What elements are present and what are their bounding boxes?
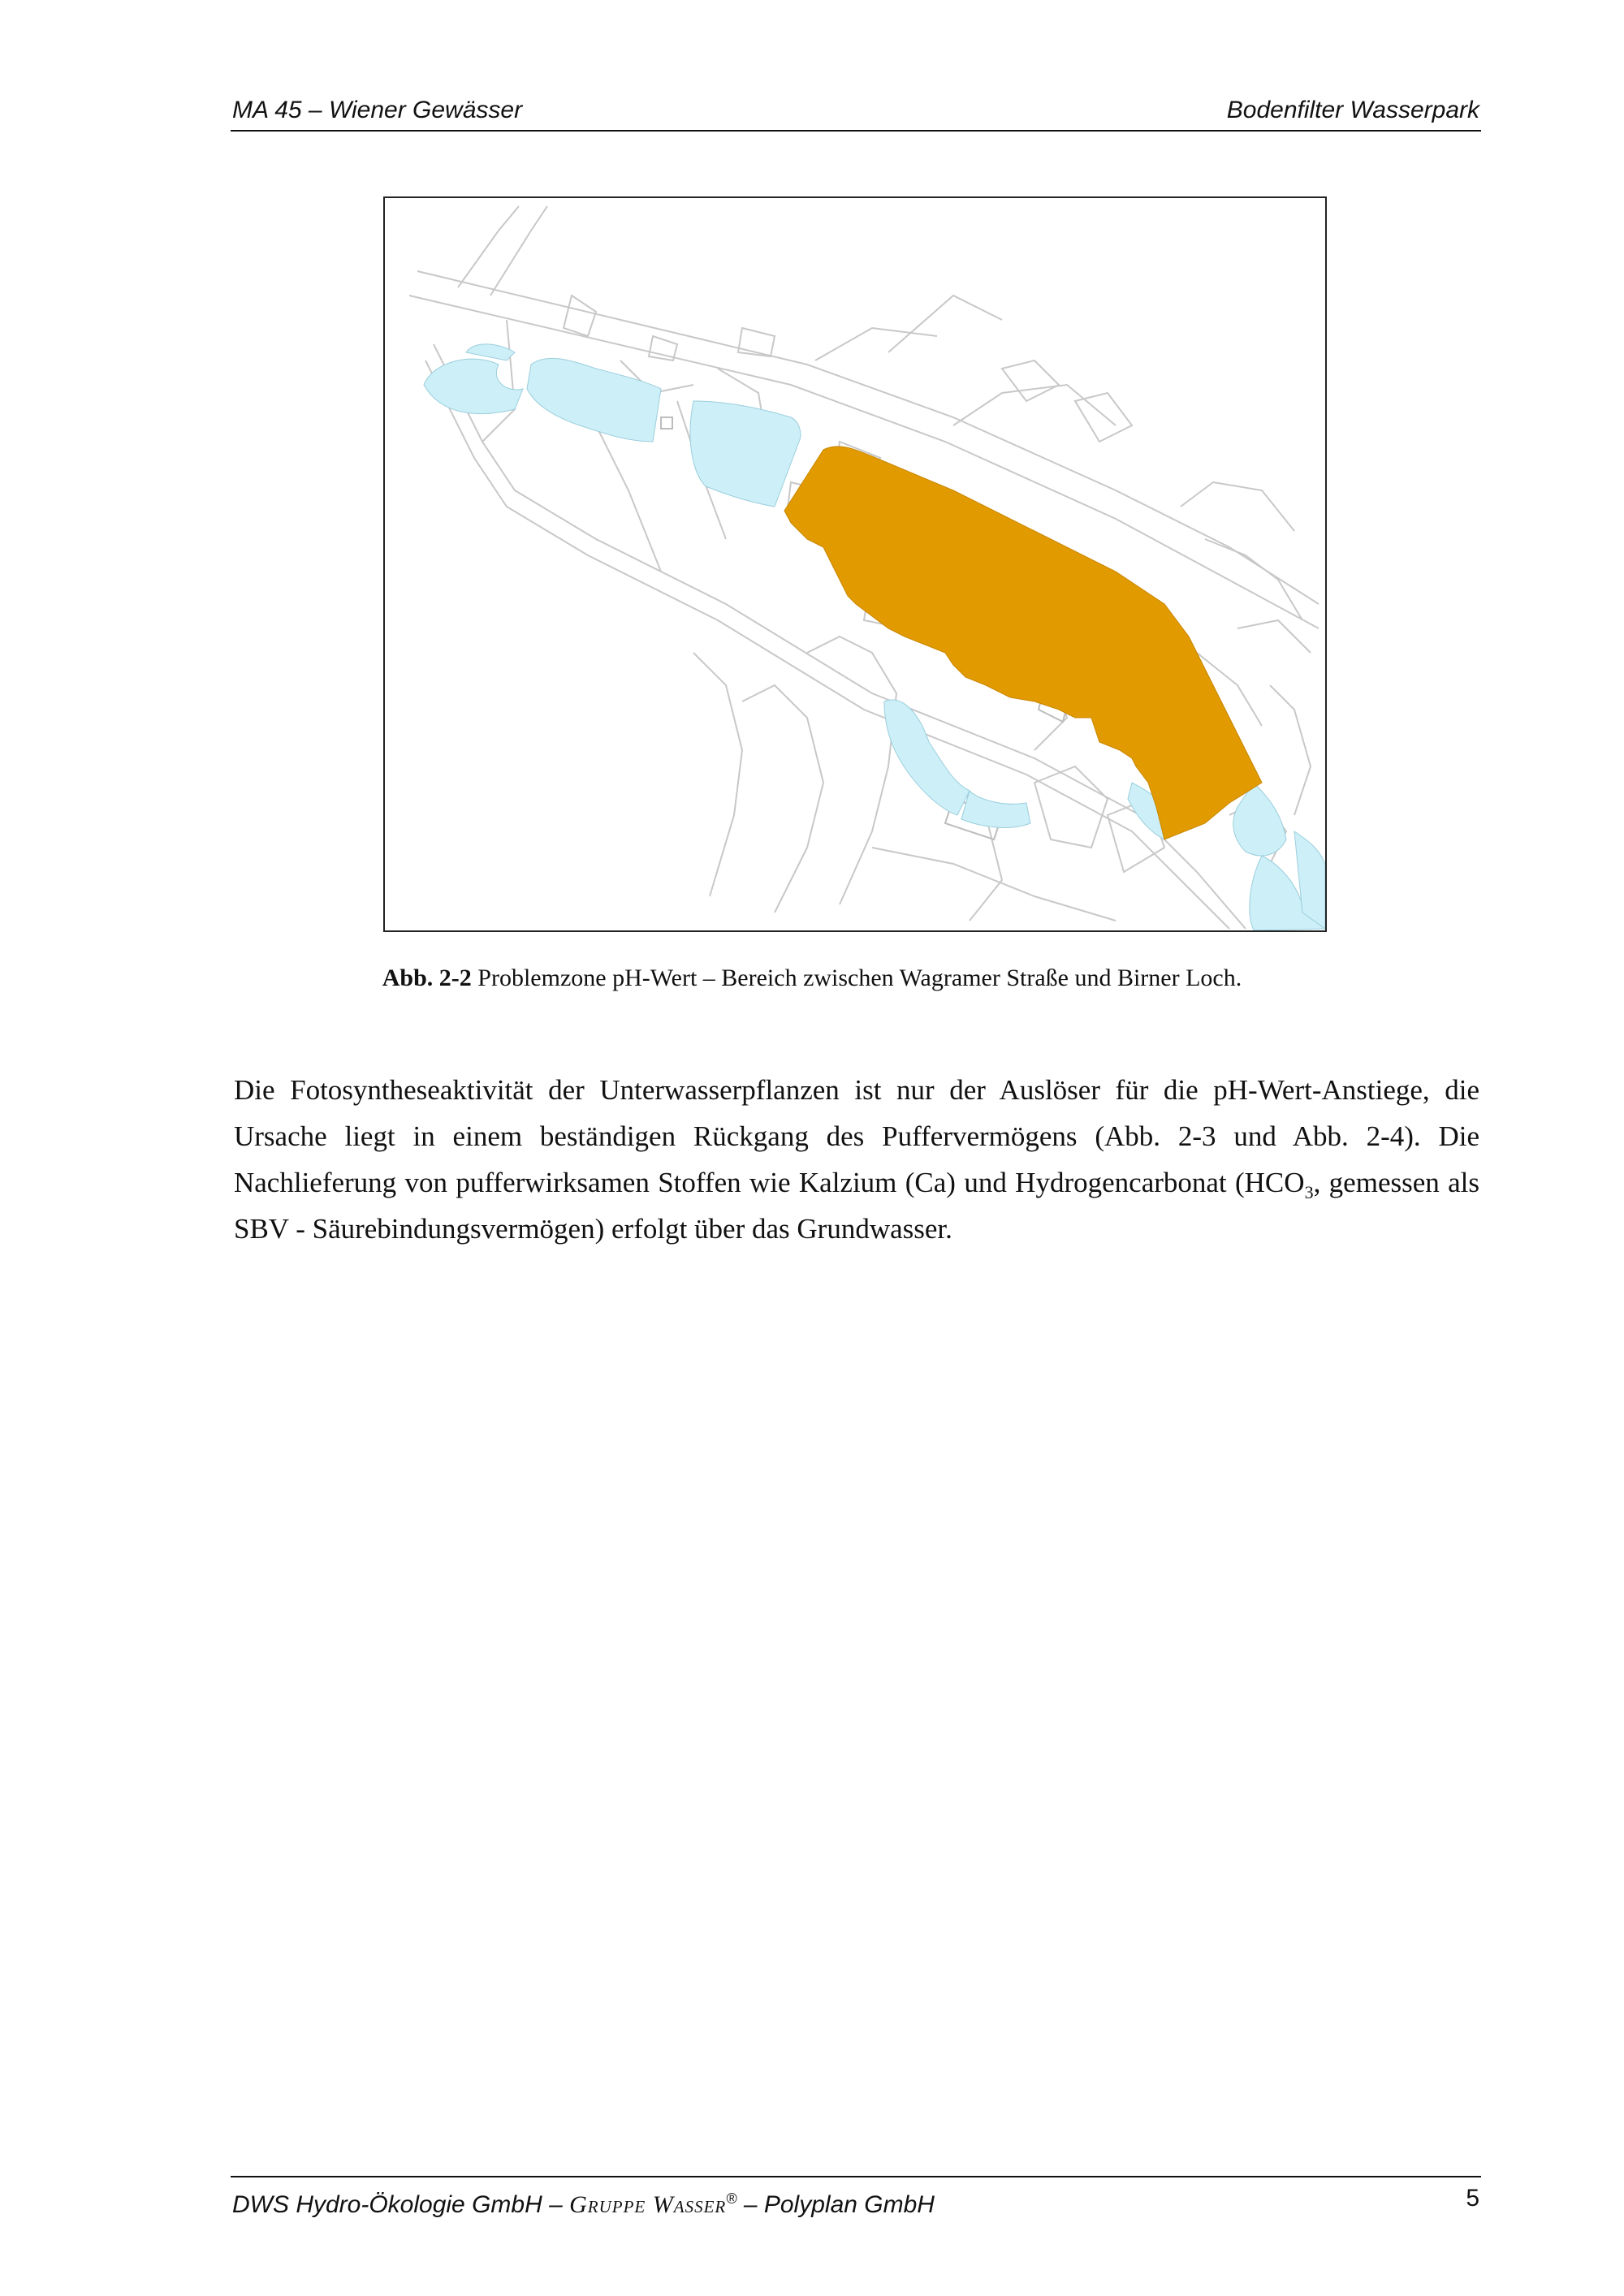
- figure-label: Abb. 2-2: [382, 965, 472, 991]
- footer-group: Gruppe Wasser: [569, 2191, 727, 2218]
- body-paragraph: [234, 1067, 1479, 1252]
- header-left: MA 45 – Wiener Gewässer: [232, 97, 523, 123]
- footer-prefix: DWS Hydro-Ökologie GmbH –: [232, 2191, 570, 2218]
- paragraph-subscript: 3: [1304, 1182, 1314, 1202]
- header-right: Bodenfilter Wasserpark: [1226, 97, 1479, 123]
- figure-caption-text: Problemzone pH-Wert – Bereich zwischen Wagramer Straße und Birner Loch.: [471, 965, 1242, 991]
- page-number: 5: [1466, 2185, 1479, 2212]
- footer-rule: [231, 2176, 1481, 2177]
- paragraph-part2: , gemessen als SBV - Säurebindungsvermögen) erfolgt über das Grundwasser.: [234, 1167, 1479, 1245]
- footer-suffix: – Polyplan GmbH: [736, 2191, 935, 2218]
- map-image: [385, 198, 1325, 930]
- header-rule: [231, 130, 1481, 132]
- footer-registered: ®: [726, 2190, 737, 2207]
- footer-left: [232, 2184, 935, 2220]
- water-bodies: [424, 344, 1325, 930]
- map-figure: [383, 196, 1327, 932]
- paragraph-part1: Die Fotosyntheseaktivität der Unterwasserpflanzen ist nur der Auslöser für die pH-Wert-Anstiege, die Ursache liegt in einem beständigen Rückgang des Puffervermögens (Abb. 2-3 und Abb. 2-4). Die Nachlieferung von pufferwirksamen Stoffen wie Kalzium (Ca) und Hydrogencarbonat (HCO: [234, 1074, 1479, 1198]
- problem-zone: [784, 447, 1262, 839]
- figure-caption: [0, 963, 1624, 994]
